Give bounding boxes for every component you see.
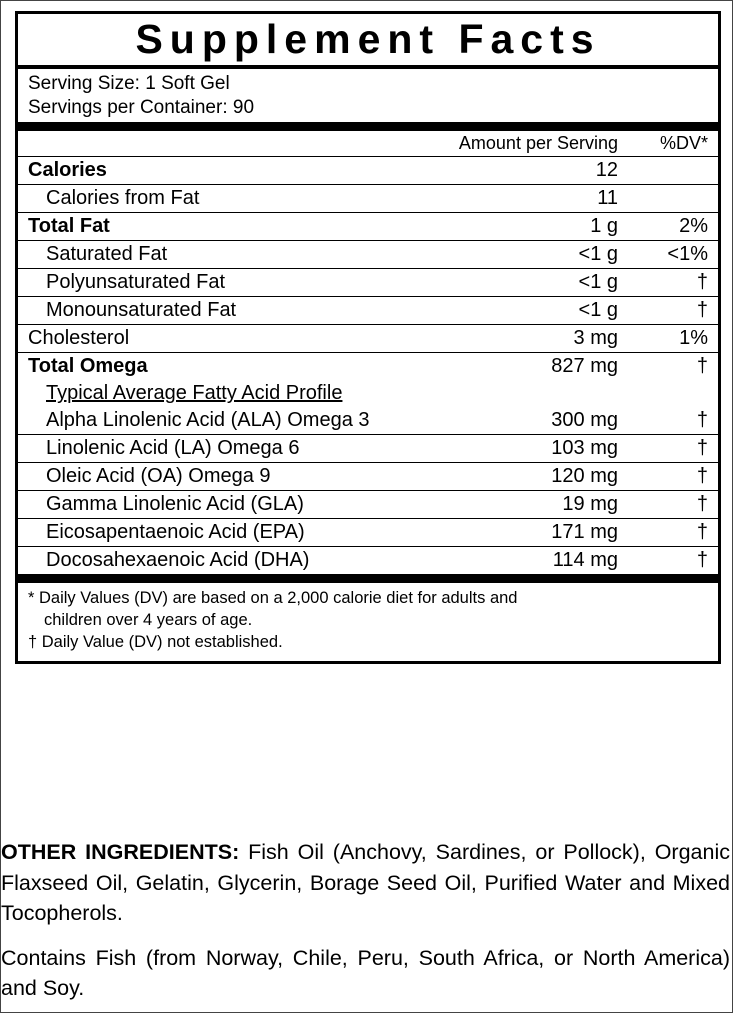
- table-row: [18, 325, 718, 353]
- table-row: [18, 519, 718, 547]
- nutrient-dv: †: [626, 269, 718, 297]
- dv-footnote-line1: * Daily Values (DV) are based on a 2,000 calorie diet for adults and: [28, 589, 518, 608]
- nutrient-dv: †: [696, 355, 708, 378]
- nutrient-amount: 1 g: [446, 213, 626, 241]
- panel-title: Supplement Facts: [135, 16, 601, 62]
- other-ingredients-text: Fish Oil (Anchovy, Sardines, or Pollock), Organic Flaxseed Oil, Gelatin, Glycerin, Borage Seed Oil, Purified Water and Mixed Tocopherols.: [1, 840, 730, 926]
- nutrient-name: Calories from Fat: [18, 185, 446, 213]
- nutrient-dv: †: [696, 549, 708, 572]
- nutrition-table: [18, 131, 718, 574]
- nutrient-name: Polyunsaturated Fat: [18, 269, 446, 297]
- nutrient-amount: 300 mg: [446, 407, 626, 435]
- nutrient-amount: 171 mg: [446, 519, 626, 547]
- nutrient-amount: 19 mg: [446, 491, 626, 519]
- nutrient-name: Alpha Linolenic Acid (ALA) Omega 3: [18, 407, 446, 435]
- nutrient-name: Cholesterol: [18, 325, 446, 353]
- dagger-footnote: † Daily Value (DV) not established.: [28, 632, 283, 651]
- table-row: [18, 157, 718, 185]
- table-row: [18, 353, 718, 381]
- nutrient-amount: 103 mg: [446, 435, 626, 463]
- nutrient-name: Calories: [18, 157, 446, 185]
- serving-size: Serving Size: 1 Soft Gel: [28, 72, 230, 94]
- nutrient-amount: 12: [446, 157, 626, 185]
- table-row: [18, 297, 718, 325]
- header-blank: [18, 131, 446, 157]
- dv-footnote-line2: children over 4 years of age.: [44, 611, 253, 630]
- nutrient-name: Oleic Acid (OA) Omega 9: [18, 463, 446, 491]
- serving-info: [18, 69, 718, 123]
- table-row: [18, 463, 718, 491]
- nutrient-dv: †: [626, 297, 718, 325]
- nutrient-amount: 827 mg: [551, 355, 618, 378]
- table-row: [18, 185, 718, 213]
- nutrient-amount: <1 g: [446, 241, 626, 269]
- other-ingredients-section: [1, 837, 733, 1004]
- table-row: [18, 241, 718, 269]
- footnotes: [18, 583, 718, 660]
- supplement-facts-panel: [15, 11, 721, 664]
- nutrient-dv: †: [626, 519, 718, 547]
- divider-footnotes: [18, 574, 718, 583]
- servings-per-container: Servings per Container: 90: [28, 96, 255, 118]
- table-row: [18, 547, 718, 575]
- table-row: [18, 269, 718, 297]
- fatty-acid-profile-subhead: [18, 380, 446, 407]
- nutrient-dv: 1%: [626, 325, 718, 353]
- nutrient-name: Monounsaturated Fat: [18, 297, 446, 325]
- nutrient-amount: <1 g: [446, 269, 626, 297]
- nutrient-dv: [626, 157, 718, 185]
- nutrient-dv: [626, 185, 718, 213]
- nutrient-amount: 114 mg: [552, 549, 618, 572]
- allergen-paragraph: Contains Fish (from Norway, Chile, Peru, South Africa, or North America) and Soy.: [1, 945, 730, 1001]
- table-row: [18, 491, 718, 519]
- table-row: [18, 407, 718, 435]
- nutrient-dv: <1%: [626, 241, 718, 269]
- nutrient-dv: †: [626, 491, 718, 519]
- nutrient-amount: <1 g: [446, 297, 626, 325]
- table-header-row: [18, 131, 718, 157]
- nutrient-amount: 11: [446, 185, 626, 213]
- nutrient-name: Total Fat: [18, 213, 446, 241]
- nutrient-dv: [626, 380, 718, 407]
- other-ingredients-label: OTHER INGREDIENTS:: [1, 840, 240, 864]
- nutrient-name: Docosahexaenoic Acid (DHA): [46, 549, 310, 572]
- table-subheader-row: [18, 380, 718, 407]
- nutrient-name: Gamma Linolenic Acid (GLA): [18, 491, 446, 519]
- nutrient-name: Saturated Fat: [18, 241, 446, 269]
- nutrient-amount: [446, 380, 626, 407]
- other-ingredients-paragraph: [1, 837, 730, 929]
- nutrient-name: Linolenic Acid (LA) Omega 6: [18, 435, 446, 463]
- header-dv: %DV*: [626, 131, 718, 157]
- nutrient-dv: †: [626, 435, 718, 463]
- header-amount: Amount per Serving: [446, 131, 626, 157]
- nutrient-dv: †: [626, 463, 718, 491]
- divider-serving: [18, 122, 718, 131]
- table-row: [18, 213, 718, 241]
- nutrient-dv: †: [626, 407, 718, 435]
- table-row: [18, 435, 718, 463]
- nutrient-amount: 3 mg: [446, 325, 626, 353]
- fatty-acid-profile-label: Typical Average Fatty Acid Profile: [46, 382, 343, 405]
- nutrient-amount: 120 mg: [446, 463, 626, 491]
- nutrient-name: Total Omega: [28, 355, 148, 378]
- nutrient-name: Eicosapentaenoic Acid (EPA): [18, 519, 446, 547]
- nutrient-dv: 2%: [626, 213, 718, 241]
